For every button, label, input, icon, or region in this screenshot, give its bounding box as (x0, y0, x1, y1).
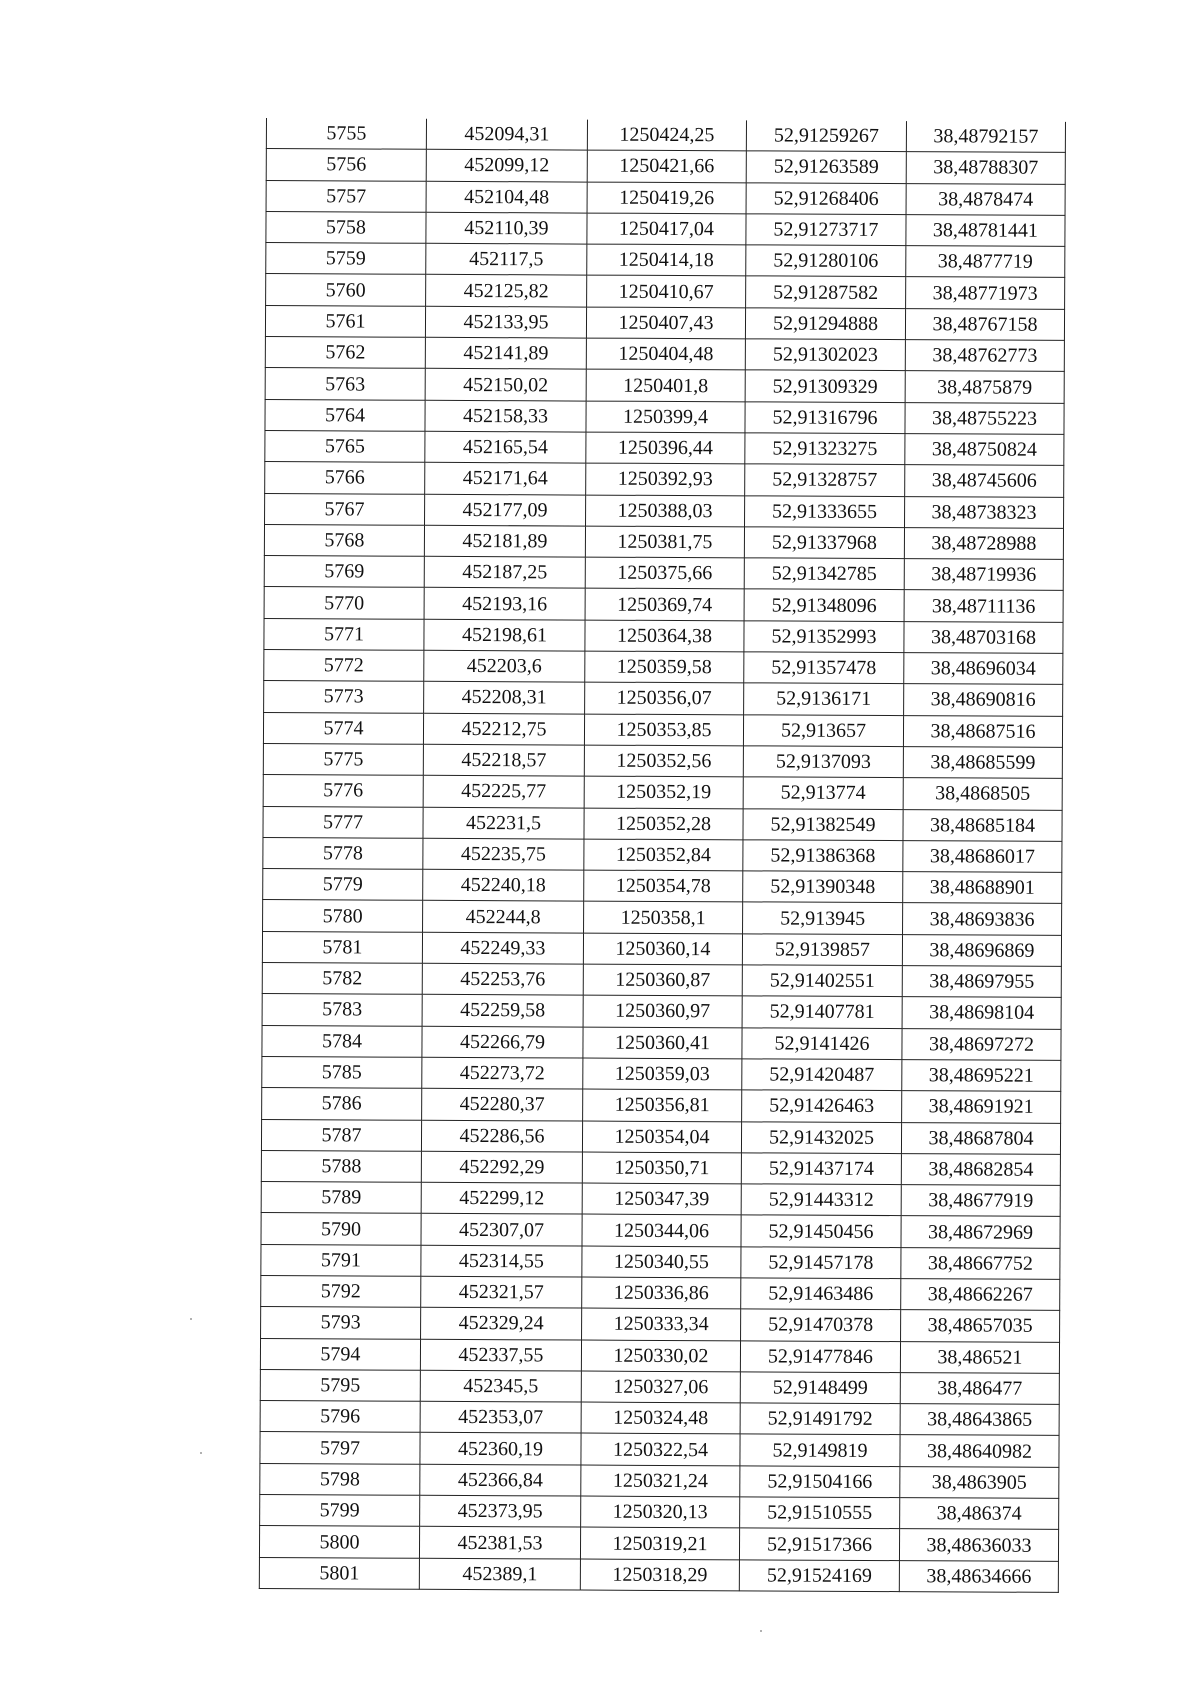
table-row (262, 931, 1061, 966)
table-row (260, 1495, 1059, 1530)
y-coordinate-cell: 1250333,34 (582, 1308, 741, 1340)
x-coordinate-cell: 452177,09 (425, 494, 586, 526)
coordinates-table (259, 118, 1066, 1593)
longitude-cell: 38,48696869 (902, 934, 1061, 966)
table-row (266, 149, 1065, 184)
latitude-cell: 52,91402551 (742, 965, 902, 997)
x-coordinate-cell: 452381,53 (419, 1527, 580, 1559)
longitude-cell: 38,48696034 (904, 653, 1063, 685)
y-coordinate-cell: 1250354,04 (582, 1121, 741, 1153)
table-row (261, 1150, 1060, 1185)
table-row (263, 806, 1062, 841)
x-coordinate-cell: 452235,75 (423, 838, 584, 870)
scan-speck (760, 1630, 762, 1632)
latitude-cell: 52,91337968 (744, 527, 904, 559)
y-coordinate-cell: 1250359,58 (585, 651, 744, 683)
point-number-cell: 5776 (263, 775, 423, 807)
x-coordinate-cell: 452150,02 (425, 369, 586, 401)
point-number-cell: 5779 (263, 869, 423, 901)
y-coordinate-cell: 1250419,26 (587, 182, 746, 214)
point-number-cell: 5769 (264, 556, 424, 588)
point-number-cell: 5756 (266, 149, 426, 181)
latitude-cell: 52,91457178 (741, 1247, 901, 1279)
longitude-cell: 38,48686017 (903, 840, 1062, 872)
longitude-cell: 38,48771973 (906, 277, 1065, 309)
longitude-cell: 38,48719936 (904, 559, 1063, 591)
latitude-cell: 52,91407781 (742, 996, 902, 1028)
point-number-cell: 5793 (261, 1307, 421, 1339)
latitude-cell: 52,91268406 (746, 182, 906, 214)
y-coordinate-cell: 1250358,1 (584, 901, 743, 933)
x-coordinate-cell: 452218,57 (423, 744, 584, 776)
longitude-cell: 38,48640982 (900, 1435, 1059, 1467)
table-row (264, 650, 1063, 685)
table-row (262, 1025, 1061, 1060)
table-row (265, 368, 1064, 403)
y-coordinate-cell: 1250399,4 (586, 401, 745, 433)
longitude-cell: 38,48767158 (905, 308, 1064, 340)
latitude-cell: 52,91426463 (742, 1090, 902, 1122)
x-coordinate-cell: 452203,6 (424, 650, 585, 682)
y-coordinate-cell: 1250410,67 (587, 276, 746, 308)
x-coordinate-cell: 452165,54 (425, 431, 586, 463)
point-number-cell: 5766 (265, 462, 425, 494)
longitude-cell: 38,48762773 (905, 340, 1064, 372)
x-coordinate-cell: 452307,07 (421, 1214, 582, 1246)
point-number-cell: 5772 (264, 650, 424, 682)
x-coordinate-cell: 452249,33 (422, 932, 583, 964)
x-coordinate-cell: 452353,07 (420, 1401, 581, 1433)
x-coordinate-cell: 452360,19 (420, 1433, 581, 1465)
point-number-cell: 5768 (264, 524, 424, 556)
point-number-cell: 5786 (262, 1088, 422, 1120)
x-coordinate-cell: 452337,55 (420, 1339, 581, 1371)
y-coordinate-cell: 1250360,41 (583, 1027, 742, 1059)
x-coordinate-cell: 452329,24 (421, 1308, 582, 1340)
table-row (260, 1432, 1059, 1467)
latitude-cell: 52,9139857 (742, 934, 902, 966)
longitude-cell: 38,48687516 (903, 715, 1062, 747)
y-coordinate-cell: 1250392,93 (586, 463, 745, 495)
table-row (260, 1369, 1059, 1404)
latitude-cell: 52,91432025 (741, 1121, 901, 1153)
latitude-cell: 52,91491792 (740, 1403, 900, 1435)
longitude-cell: 38,48738323 (905, 496, 1064, 528)
y-coordinate-cell: 1250344,06 (582, 1214, 741, 1246)
point-number-cell: 5784 (262, 1025, 422, 1057)
table-row (264, 618, 1063, 653)
y-coordinate-cell: 1250350,71 (582, 1152, 741, 1184)
latitude-cell: 52,91504166 (740, 1466, 900, 1498)
point-number-cell: 5763 (265, 368, 425, 400)
latitude-cell: 52,91342785 (744, 558, 904, 590)
table-row (261, 1307, 1060, 1342)
point-number-cell: 5777 (263, 806, 423, 838)
point-number-cell: 5787 (261, 1119, 421, 1151)
point-number-cell: 5761 (265, 305, 425, 337)
point-number-cell: 5791 (261, 1244, 421, 1276)
x-coordinate-cell: 452104,48 (426, 181, 587, 213)
latitude-cell: 52,91443312 (741, 1184, 901, 1216)
x-coordinate-cell: 452094,31 (426, 119, 587, 151)
x-coordinate-cell: 452171,64 (425, 463, 586, 495)
longitude-cell: 38,48695221 (902, 1060, 1061, 1092)
y-coordinate-cell: 1250407,43 (586, 307, 745, 339)
table-row (264, 556, 1063, 591)
table-row (266, 274, 1065, 309)
latitude-cell: 52,91323275 (745, 433, 905, 465)
x-coordinate-cell: 452292,29 (421, 1151, 582, 1183)
point-number-cell: 5789 (261, 1182, 421, 1214)
y-coordinate-cell: 1250352,84 (584, 839, 743, 871)
y-coordinate-cell: 1250318,29 (580, 1559, 739, 1591)
latitude-cell: 52,91517366 (739, 1528, 899, 1560)
x-coordinate-cell: 452225,77 (423, 776, 584, 808)
table-row (266, 243, 1065, 278)
table-row (260, 1401, 1059, 1436)
longitude-cell: 38,48697272 (902, 1028, 1061, 1060)
y-coordinate-cell: 1250322,54 (581, 1434, 740, 1466)
table-row (265, 430, 1064, 465)
x-coordinate-cell: 452212,75 (423, 713, 584, 745)
table-row (262, 994, 1061, 1029)
longitude-cell: 38,48687804 (901, 1122, 1060, 1154)
y-coordinate-cell: 1250327,06 (581, 1371, 740, 1403)
table-row (261, 1213, 1060, 1248)
longitude-cell: 38,4875879 (905, 371, 1064, 403)
y-coordinate-cell: 1250360,87 (583, 964, 742, 996)
longitude-cell: 38,48643865 (900, 1404, 1059, 1436)
point-number-cell: 5762 (265, 337, 425, 369)
latitude-cell: 52,91333655 (745, 495, 905, 527)
longitude-cell: 38,48691921 (902, 1091, 1061, 1123)
x-coordinate-cell: 452099,12 (426, 150, 587, 182)
latitude-cell: 52,91477846 (740, 1340, 900, 1372)
latitude-cell: 52,9136171 (744, 683, 904, 715)
point-number-cell: 5770 (264, 587, 424, 619)
latitude-cell: 52,91510555 (740, 1497, 900, 1529)
y-coordinate-cell: 1250360,97 (583, 995, 742, 1027)
point-number-cell: 5796 (260, 1401, 420, 1433)
scan-speck (190, 1318, 192, 1320)
table-row (261, 1182, 1060, 1217)
x-coordinate-cell: 452280,37 (422, 1088, 583, 1120)
point-number-cell: 5790 (261, 1213, 421, 1245)
x-coordinate-cell: 452240,18 (423, 869, 584, 901)
longitude-cell: 38,48697955 (902, 966, 1061, 998)
y-coordinate-cell: 1250352,28 (584, 808, 743, 840)
table-row (265, 399, 1064, 434)
table-row (262, 1056, 1061, 1091)
longitude-cell: 38,48788307 (906, 152, 1065, 184)
point-number-cell: 5792 (261, 1275, 421, 1307)
point-number-cell: 5775 (263, 743, 423, 775)
latitude-cell: 52,91390348 (743, 871, 903, 903)
x-coordinate-cell: 452286,56 (421, 1120, 582, 1152)
y-coordinate-cell: 1250347,39 (582, 1183, 741, 1215)
latitude-cell: 52,913774 (743, 777, 903, 809)
table-row (263, 743, 1062, 778)
y-coordinate-cell: 1250324,48 (581, 1402, 740, 1434)
latitude-cell: 52,9141426 (742, 1027, 902, 1059)
latitude-cell: 52,91386368 (743, 840, 903, 872)
latitude-cell: 52,9149819 (740, 1434, 900, 1466)
longitude-cell: 38,486374 (900, 1498, 1059, 1530)
latitude-cell: 52,9137093 (743, 746, 903, 778)
point-number-cell: 5799 (260, 1495, 420, 1527)
point-number-cell: 5764 (265, 399, 425, 431)
longitude-cell: 38,48672969 (901, 1216, 1060, 1248)
point-number-cell: 5795 (260, 1369, 420, 1401)
latitude-cell: 52,91470378 (741, 1309, 901, 1341)
scan-speck (200, 1452, 202, 1454)
point-number-cell: 5774 (263, 712, 423, 744)
table-row (261, 1275, 1060, 1310)
y-coordinate-cell: 1250421,66 (587, 150, 746, 182)
point-number-cell: 5767 (265, 493, 425, 525)
longitude-cell: 38,48703168 (904, 621, 1063, 653)
table-row (264, 524, 1063, 559)
y-coordinate-cell: 1250369,74 (585, 589, 744, 621)
y-coordinate-cell: 1250381,75 (585, 526, 744, 558)
table-row (263, 712, 1062, 747)
table-row (265, 337, 1064, 372)
y-coordinate-cell: 1250417,04 (587, 213, 746, 245)
y-coordinate-cell: 1250356,07 (585, 682, 744, 714)
table-row (261, 1244, 1060, 1279)
latitude-cell: 52,91437174 (741, 1153, 901, 1185)
point-number-cell: 5794 (260, 1338, 420, 1370)
latitude-cell: 52,91524169 (739, 1559, 899, 1591)
latitude-cell: 52,913945 (743, 902, 903, 934)
longitude-cell: 38,48698104 (902, 997, 1061, 1029)
longitude-cell: 38,48745606 (905, 465, 1064, 497)
point-number-cell: 5780 (263, 900, 423, 932)
table-row (263, 900, 1062, 935)
latitude-cell: 52,9148499 (740, 1372, 900, 1404)
x-coordinate-cell: 452208,31 (424, 682, 585, 714)
y-coordinate-cell: 1250330,02 (581, 1340, 740, 1372)
y-coordinate-cell: 1250321,24 (581, 1465, 740, 1497)
latitude-cell: 52,91302023 (745, 339, 905, 371)
table-row (259, 1526, 1058, 1561)
x-coordinate-cell: 452299,12 (421, 1182, 582, 1214)
latitude-cell: 52,91348096 (744, 589, 904, 621)
table-row (260, 1463, 1059, 1498)
x-coordinate-cell: 452231,5 (423, 807, 584, 839)
y-coordinate-cell: 1250352,56 (584, 745, 743, 777)
table-row (261, 1119, 1060, 1154)
table-row (265, 462, 1064, 497)
table-row (263, 775, 1062, 810)
latitude-cell: 52,91259267 (746, 120, 906, 152)
table-row (263, 869, 1062, 904)
point-number-cell: 5759 (266, 243, 426, 275)
longitude-cell: 38,48690816 (904, 684, 1063, 716)
point-number-cell: 5773 (264, 681, 424, 713)
point-number-cell: 5785 (262, 1056, 422, 1088)
longitude-cell: 38,48685599 (903, 747, 1062, 779)
y-coordinate-cell: 1250354,78 (584, 870, 743, 902)
x-coordinate-cell: 452266,79 (422, 1026, 583, 1058)
longitude-cell: 38,486521 (900, 1341, 1059, 1373)
y-coordinate-cell: 1250336,86 (582, 1277, 741, 1309)
point-number-cell: 5771 (264, 618, 424, 650)
longitude-cell: 38,48657035 (901, 1310, 1060, 1342)
x-coordinate-cell: 452193,16 (424, 588, 585, 620)
point-number-cell: 5758 (266, 211, 426, 243)
latitude-cell: 52,91263589 (746, 151, 906, 183)
table-row (263, 837, 1062, 872)
x-coordinate-cell: 452158,33 (425, 400, 586, 432)
point-number-cell: 5778 (263, 837, 423, 869)
longitude-cell: 38,48662267 (901, 1279, 1060, 1311)
table-row (265, 493, 1064, 528)
x-coordinate-cell: 452244,8 (423, 901, 584, 933)
x-coordinate-cell: 452198,61 (424, 619, 585, 651)
point-number-cell: 5781 (262, 931, 422, 963)
longitude-cell: 38,4878474 (906, 183, 1065, 215)
longitude-cell: 38,48667752 (901, 1247, 1060, 1279)
x-coordinate-cell: 452259,58 (422, 995, 583, 1027)
x-coordinate-cell: 452117,5 (426, 243, 587, 275)
y-coordinate-cell: 1250414,18 (587, 244, 746, 276)
latitude-cell: 52,91309329 (745, 370, 905, 402)
longitude-cell: 38,48792157 (906, 121, 1065, 153)
latitude-cell: 52,91316796 (745, 402, 905, 434)
latitude-cell: 52,91420487 (742, 1059, 902, 1091)
longitude-cell: 38,4877719 (906, 246, 1065, 278)
longitude-cell: 38,48682854 (901, 1153, 1060, 1185)
table-row (264, 681, 1063, 716)
latitude-cell: 52,91294888 (745, 308, 905, 340)
x-coordinate-cell: 452273,72 (422, 1057, 583, 1089)
y-coordinate-cell: 1250359,03 (583, 1058, 742, 1090)
longitude-cell: 38,48781441 (906, 215, 1065, 247)
y-coordinate-cell: 1250340,55 (582, 1246, 741, 1278)
y-coordinate-cell: 1250404,48 (586, 338, 745, 370)
point-number-cell: 5765 (265, 430, 425, 462)
y-coordinate-cell: 1250353,85 (584, 714, 743, 746)
table-row (262, 963, 1061, 998)
x-coordinate-cell: 452181,89 (424, 525, 585, 557)
coordinates-table-body (259, 118, 1065, 1592)
x-coordinate-cell: 452373,95 (420, 1495, 581, 1527)
y-coordinate-cell: 1250388,03 (586, 495, 745, 527)
latitude-cell: 52,91382549 (743, 808, 903, 840)
table-row (266, 180, 1065, 215)
longitude-cell: 38,48634666 (899, 1560, 1058, 1592)
x-coordinate-cell: 452141,89 (425, 337, 586, 369)
x-coordinate-cell: 452125,82 (426, 275, 587, 307)
y-coordinate-cell: 1250360,14 (583, 933, 742, 965)
y-coordinate-cell: 1250424,25 (587, 120, 746, 152)
longitude-cell: 38,48693836 (903, 903, 1062, 935)
x-coordinate-cell: 452253,76 (422, 963, 583, 995)
table-row (264, 587, 1063, 622)
longitude-cell: 38,48728988 (904, 527, 1063, 559)
table-row (262, 1088, 1061, 1123)
point-number-cell: 5798 (260, 1463, 420, 1495)
longitude-cell: 38,48711136 (904, 590, 1063, 622)
x-coordinate-cell: 452133,95 (425, 306, 586, 338)
latitude-cell: 52,91352993 (744, 621, 904, 653)
y-coordinate-cell: 1250375,66 (585, 557, 744, 589)
longitude-cell: 38,48636033 (899, 1529, 1058, 1561)
point-number-cell: 5801 (259, 1557, 419, 1589)
latitude-cell: 52,913657 (743, 714, 903, 746)
y-coordinate-cell: 1250396,44 (586, 432, 745, 464)
x-coordinate-cell: 452110,39 (426, 212, 587, 244)
y-coordinate-cell: 1250356,81 (583, 1089, 742, 1121)
latitude-cell: 52,91463486 (741, 1278, 901, 1310)
longitude-cell: 38,48755223 (905, 402, 1064, 434)
y-coordinate-cell: 1250319,21 (580, 1527, 739, 1559)
latitude-cell: 52,91450456 (741, 1215, 901, 1247)
point-number-cell: 5800 (259, 1526, 419, 1558)
latitude-cell: 52,91328757 (745, 464, 905, 496)
longitude-cell: 38,4863905 (900, 1466, 1059, 1498)
x-coordinate-cell: 452187,25 (424, 556, 585, 588)
longitude-cell: 38,48688901 (903, 872, 1062, 904)
latitude-cell: 52,91287582 (746, 276, 906, 308)
x-coordinate-cell: 452366,84 (420, 1464, 581, 1496)
point-number-cell: 5788 (261, 1150, 421, 1182)
point-number-cell: 5783 (262, 994, 422, 1026)
point-number-cell: 5797 (260, 1432, 420, 1464)
longitude-cell: 38,4868505 (903, 778, 1062, 810)
table-row (265, 305, 1064, 340)
longitude-cell: 38,48677919 (901, 1185, 1060, 1217)
table-row (259, 1557, 1058, 1592)
longitude-cell: 38,48685184 (903, 809, 1062, 841)
x-coordinate-cell: 452389,1 (419, 1558, 580, 1590)
longitude-cell: 38,486477 (900, 1372, 1059, 1404)
point-number-cell: 5782 (262, 963, 422, 995)
longitude-cell: 38,48750824 (905, 434, 1064, 466)
latitude-cell: 52,91273717 (746, 214, 906, 246)
table-row (266, 211, 1065, 246)
y-coordinate-cell: 1250352,19 (584, 776, 743, 808)
latitude-cell: 52,91357478 (744, 652, 904, 684)
y-coordinate-cell: 1250401,8 (586, 369, 745, 401)
latitude-cell: 52,91280106 (746, 245, 906, 277)
x-coordinate-cell: 452314,55 (421, 1245, 582, 1277)
point-number-cell: 5757 (266, 180, 426, 212)
point-number-cell: 5755 (266, 118, 426, 150)
x-coordinate-cell: 452345,5 (420, 1370, 581, 1402)
y-coordinate-cell: 1250320,13 (581, 1496, 740, 1528)
table-row (266, 118, 1065, 153)
y-coordinate-cell: 1250364,38 (585, 620, 744, 652)
point-number-cell: 5760 (266, 274, 426, 306)
x-coordinate-cell: 452321,57 (421, 1276, 582, 1308)
table-row (260, 1338, 1059, 1373)
